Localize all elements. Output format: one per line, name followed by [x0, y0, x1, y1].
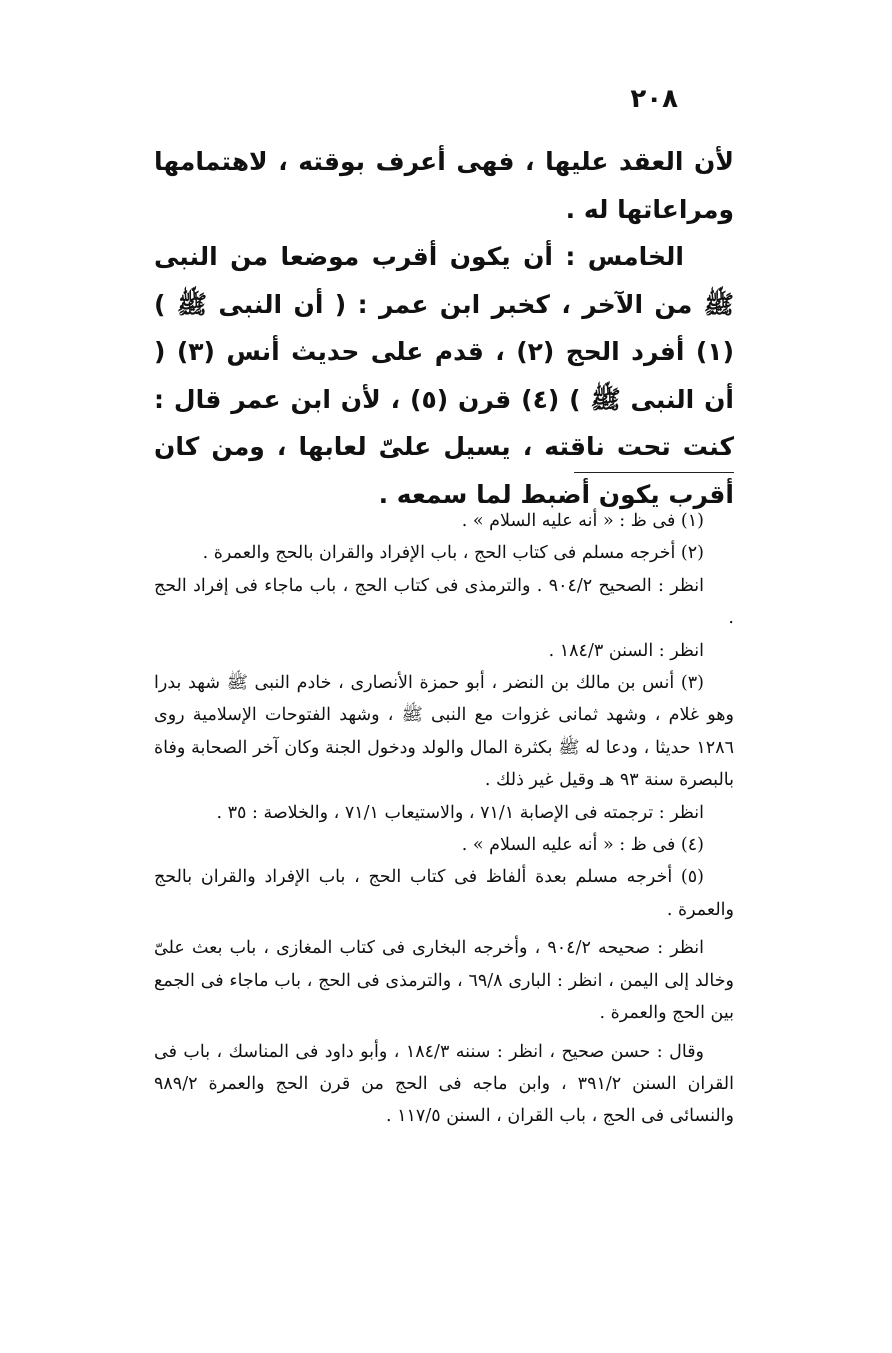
footnotes [154, 505, 734, 1133]
footnote-separator [574, 472, 734, 473]
page-number: ٢٠٨ [630, 84, 678, 114]
footnote-continuation: انظر : ترجمته فى الإصابة ٧١/١ ، والاستيعاب ٧١/١ ، والخلاصة : ٣٥ . [216, 802, 704, 823]
main-text [154, 138, 734, 518]
footnote: (٢) أخرجه مسلم فى كتاب الحج ، باب الإفراد والقران بالحج والعمرة . [202, 543, 704, 564]
footnote: (٤) فى ظ : « أنه عليه السلام » . [461, 835, 704, 856]
main-paragraph: الخامس : أن يكون أقرب موضعا من النبى ﷺ من الآخر ، كخبر ابن عمر : ( أن النبى ﷺ ) (١) أفرد الحج (٢) ، قدم على حديث أنس (٣) ( أن النبى ﷺ ) (٤) قرن (٥) ، لأن ابن عمر قال : كنت تحت ناقته ، يسيل علىّ لعابها ، ومن كان أقرب يكون أضبط لما سمعه . [154, 242, 734, 509]
main-paragraph: لأن العقد عليها ، فهى أعرف بوقته ، لاهتمامها ومراعاتها له . [154, 147, 734, 224]
footnote-continuation: انظر : صحيحه ٩٠٤/٢ ، وأخرجه البخارى فى كتاب المغازى ، باب بعث علىّ وخالد إلى اليمن ، انظر : البارى ٦٩/٨ ، والترمذى فى الحج ، باب ماجاء فى الجمع بين الحج والعمرة . [154, 938, 734, 1024]
footnote-continuation: وقال : حسن صحيح ، انظر : سننه ١٨٤/٣ ، وأبو داود فى المناسك ، باب فى القران السنن ٣٩١/٢ ، وابن ماجه فى الحج من قرن الحج والعمرة ٩٨٩/٢ والنسائى فى الحج ، باب القران ، السنن ١١٧/٥ . [154, 1041, 734, 1127]
footnote-continuation: انظر : الصحيح ٩٠٤/٢ . والترمذى فى كتاب الحج ، باب ماجاء فى إفراد الحج . [154, 575, 734, 629]
footnote: (٥) أخرجه مسلم بعدة ألفاظ فى كتاب الحج ، باب الإفراد والقران بالحج والعمرة . [154, 867, 734, 920]
footnote-continuation: انظر : السنن ١٨٤/٣ . [548, 640, 704, 661]
footnote: (٣) أنس بن مالك بن النضر ، أبو حمزة الأنصارى ، خادم النبى ﷺ شهد بدرا وهو غلام ، وشهد ثمانى غزوات مع النبى ﷺ ، وشهد الفتوحات الإسلامية روى ١٢٨٦ حديثا ، ودعا له ﷺ بكثرة المال والولد ودخول الجنة وكان آخر الصحابة وفاة بالبصرة سنة ٩٣ هـ وقيل غير ذلك . [154, 673, 734, 791]
footnote: (١) فى ظ : « أنه عليه السلام » . [461, 511, 704, 531]
